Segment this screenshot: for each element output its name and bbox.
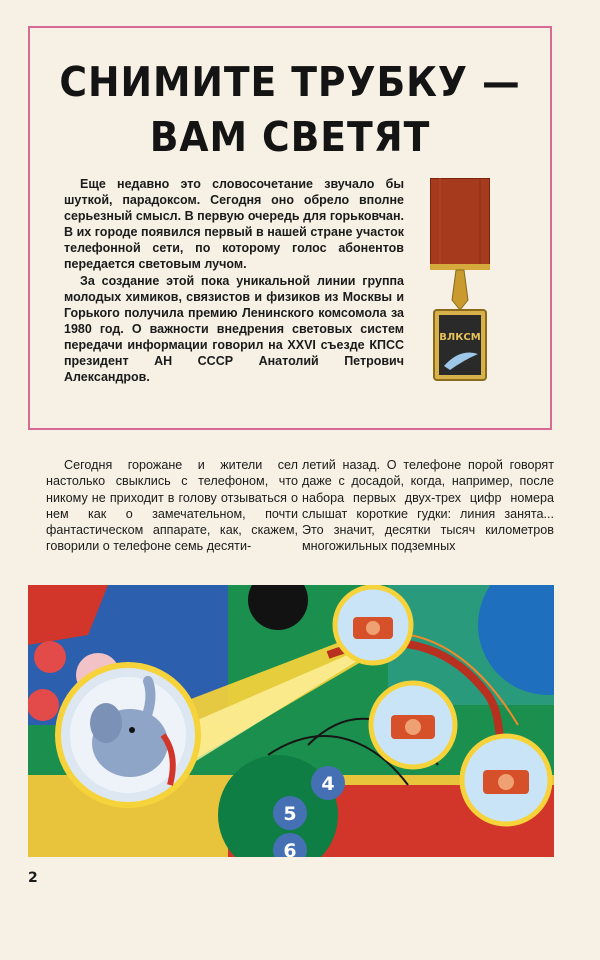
- article-headline: [51, 55, 529, 165]
- intro-paragraph-2: За создание этой пока уникальной линии группа молодых химиков, связистов и физиков из Москвы и Горького получила премию Ленинского комсомола за 1980 год. О важности внедрения световых систем передачи информации говорил на XXVI съезде КПСС президент АН СССР Анатолий Петрович Александров.: [64, 273, 404, 385]
- body-column-1: [46, 457, 298, 555]
- medal-image: [430, 178, 490, 384]
- dial-number-4: 4: [321, 773, 335, 795]
- body-column-2-text: летий назад. О телефоне порой говорят даже с досадой, когда, например, после набора первых двух-трех цифр номера слышат короткие гудки: линия занята... Это значит, десятки тысяч километров многожильных подземных: [302, 458, 554, 554]
- dial-number-6: 6: [283, 840, 297, 857]
- headline-line-2: ВАМ СВЕТЯТ: [149, 113, 431, 161]
- body-column-2: [302, 457, 554, 555]
- medal-link: [452, 270, 468, 310]
- telephone-illustration: [28, 585, 554, 857]
- medal-emblem-text: ВЛКСМ: [439, 332, 481, 343]
- medal-bar: [430, 264, 490, 270]
- page-number: 2: [28, 870, 38, 886]
- intro-paragraph-1: Еще недавно это словосочетание звучало бы шуткой, парадоксом. Сегодня оно обрело вполне серьезный смысл. В первую очередь для горьковчан. В их городе появился первый в нашей стране участок телефонной сети, по которому голос абонентов передается световым лучом.: [64, 177, 404, 272]
- medal-ribbon: [430, 178, 490, 268]
- headline-line-1: СНИМИТЕ ТРУБКУ —: [59, 58, 521, 106]
- body-column-1-text: Сегодня горожане и жители сел настолько свыклись с телефоном, что никому не приходит в голову отзываться о нем как о замечательном, почти фантастическом аппарате, как, скажем, говорили о телефоне семь десяти-: [46, 458, 298, 554]
- intro-text: [64, 176, 404, 385]
- dial-number-5: 5: [283, 803, 297, 825]
